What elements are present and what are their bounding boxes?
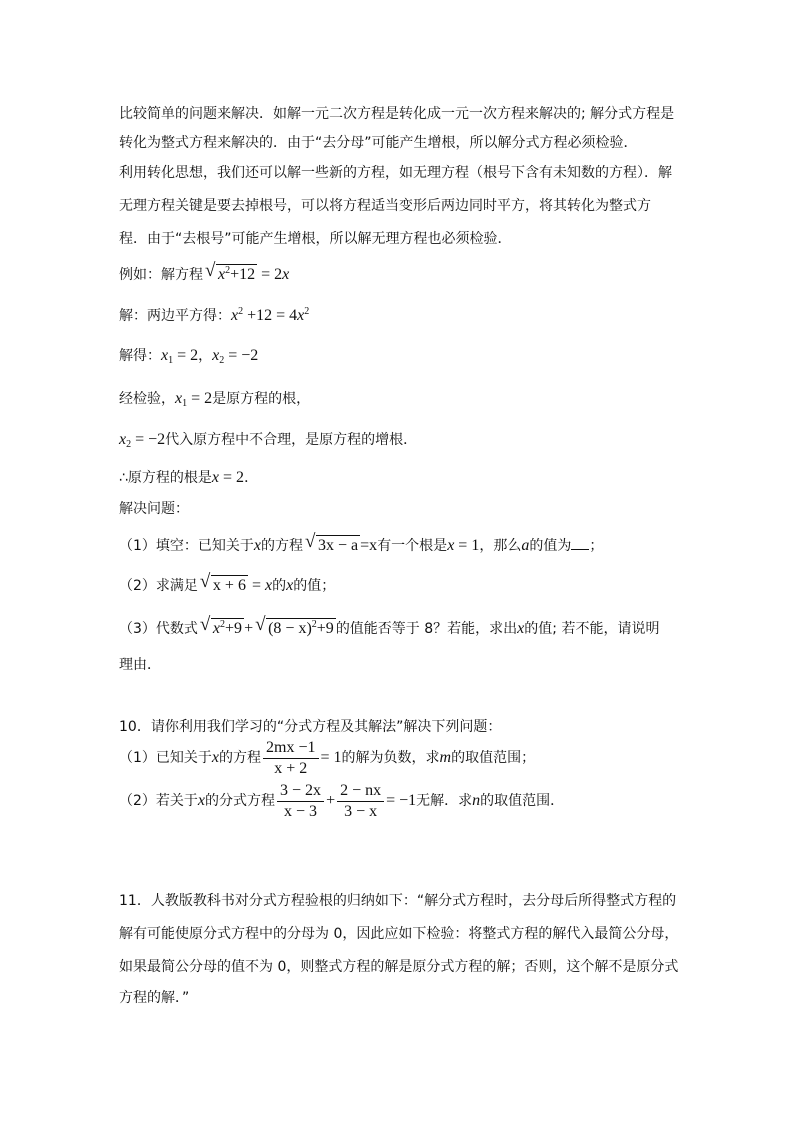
radical-sign-icon: √ bbox=[199, 614, 211, 635]
radical: √ $(8 - x)^2+9$ bbox=[255, 614, 334, 637]
problem-heading: 解决问题： bbox=[119, 501, 189, 517]
q11-line-1: 11．人教版教科书对分式方程验根的归纳如下：“解分式方程时，去分母后所得整式方程的 bbox=[119, 893, 677, 909]
fraction: $\frac{3 - 2x}{x - 3}$ bbox=[277, 781, 324, 822]
problem-q3-line-2: 理由． bbox=[119, 657, 161, 673]
radical: √ $x^2+12$ bbox=[205, 260, 256, 283]
example-reject: $x_2 = -2$代入原方程中不合理，是原方程的增根． bbox=[119, 431, 418, 450]
radical: √ 3x − a bbox=[305, 531, 359, 554]
answer-blank bbox=[571, 535, 589, 550]
intro-line-2: 转化为整式方程来解决的．由于“去分母”可能产生增根，所以解分式方程必须检验． bbox=[119, 135, 638, 151]
radical-sign-icon: √ bbox=[205, 260, 216, 281]
example-equation: 例如：解方程 √ $x^2+12 = 2x$ bbox=[119, 260, 290, 283]
fraction: $\frac{2mx -1}{x + 2}$ bbox=[263, 738, 318, 779]
q10-title: 10．请你利用我们学习的“分式方程及其解法”解决下列问题： bbox=[119, 719, 502, 735]
problem-q2: （2）求满足 √ x + 6 = x的x的值； bbox=[119, 571, 336, 594]
intro-line-5: 程．由于“去根号”可能产生增根，所以解无理方程也必须检验． bbox=[119, 231, 512, 247]
problem-q1: （1）填空：已知关于x的方程 √ 3x − a =x有一个根是x = 1，那么a的值为 ； bbox=[119, 531, 604, 554]
problem-q3: （3）代数式 √ $x^2+9$ + √ $(8 - x)^2+9$ 的值能否等于 8？若能，求出x的值; 若不能，请说明 bbox=[119, 614, 660, 637]
q11-line-3: 如果最简公分母的值不为 0，则整式方程的解是原分式方程的解；否则，这个解不是原分式 bbox=[119, 959, 679, 975]
q10-part-2: （2）若关于x的分式方程 $\frac{3 - 2x}{x - 3}$ + $\frac{2 - nx}{3 - x}$ = −1无解．求n的取值范围． bbox=[119, 782, 565, 820]
q11-line-4: 方程的解．” bbox=[119, 990, 190, 1006]
example-step-solve: 解得：$x_1 = 2$，$x_2 = -2$ bbox=[119, 347, 259, 366]
radical-sign-icon: √ bbox=[305, 531, 316, 552]
example-step-square: 解：两边平方得：$x^2 +12 = 4x^2$ bbox=[119, 306, 310, 324]
radical: √ $x^2+9$ bbox=[199, 614, 243, 637]
radical: √ x + 6 bbox=[199, 571, 246, 594]
intro-line-4: 无理方程关键是要去掉根号，可以将方程适当变形后两边同时平方，将其转化为整式方 bbox=[119, 198, 651, 214]
q10-part-1: （1）已知关于x的方程 $\frac{2mx -1}{x + 2}$ = 1的解为负数，求m的取值范围； bbox=[119, 739, 536, 777]
fraction: $\frac{2 - nx}{3 - x}$ bbox=[337, 781, 384, 822]
intro-line-1: 比较简单的问题来解决．如解一元二次方程是转化成一元一次方程来解决的; 解分式方程是 bbox=[119, 106, 675, 122]
radical-sign-icon: √ bbox=[199, 571, 211, 592]
example-conclusion: ∴原方程的根是x = 2． bbox=[119, 469, 259, 486]
intro-line-3: 利用转化思想，我们还可以解一些新的方程，如无理方程（根号下含有未知数的方程）．解 bbox=[119, 165, 672, 181]
example-check: 经检验，$x_1 = 2$是原方程的根， bbox=[119, 390, 311, 409]
q11-line-2: 解有可能使原分式方程中的分母为 0，因此应如下检验：将整式方程的解代入最简公分母， bbox=[119, 926, 679, 942]
radical-sign-icon: √ bbox=[255, 614, 266, 635]
